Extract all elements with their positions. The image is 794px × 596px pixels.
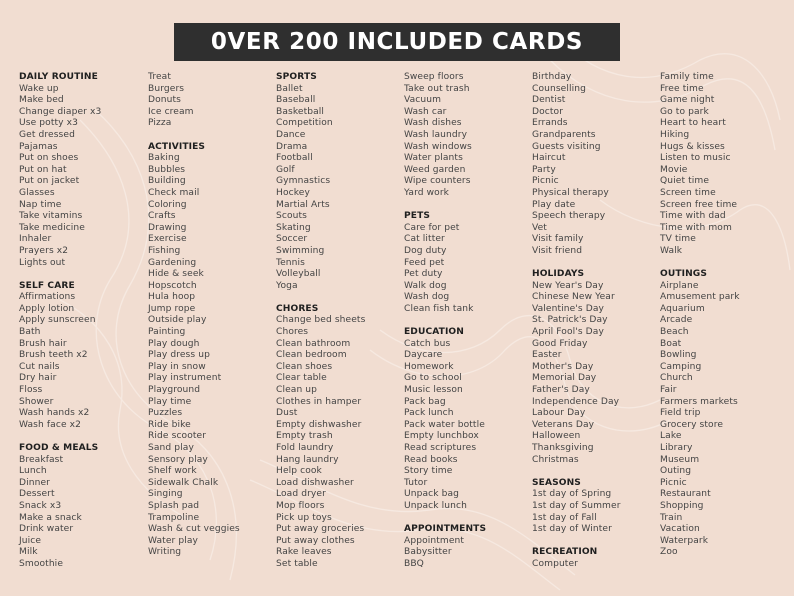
card-item: Scouts bbox=[276, 211, 308, 222]
card-item: Dentist bbox=[532, 95, 566, 106]
card-item: Building bbox=[148, 176, 186, 187]
card-item: Arcade bbox=[660, 315, 693, 326]
card-item: Breakfast bbox=[19, 454, 64, 465]
card-item: Take medicine bbox=[19, 222, 85, 233]
card-item: Trampoline bbox=[148, 512, 200, 523]
card-item: Quiet time bbox=[660, 176, 710, 187]
section-spacer bbox=[404, 513, 529, 525]
card-item: Play date bbox=[532, 199, 576, 210]
section-heading: SEASONS bbox=[532, 477, 581, 488]
card-column-1 bbox=[19, 72, 144, 571]
card-item: Hiking bbox=[660, 129, 690, 140]
card-item: Good Friday bbox=[532, 338, 588, 349]
card-item: Christmas bbox=[532, 454, 579, 465]
card-item: Use potty x3 bbox=[19, 118, 78, 129]
card-item: Donuts bbox=[148, 95, 181, 106]
card-item: Go to park bbox=[660, 106, 709, 117]
card-item: Fold laundry bbox=[276, 443, 334, 453]
card-item: Skating bbox=[276, 222, 311, 233]
card-item: Ice cream bbox=[148, 106, 194, 117]
card-item: Play dough bbox=[148, 338, 200, 349]
section-heading: OUTINGS bbox=[660, 269, 708, 280]
card-column-3 bbox=[276, 72, 401, 571]
card-item: Shower bbox=[19, 396, 54, 407]
card-item: Shelf work bbox=[148, 466, 197, 477]
card-item: Sidewalk Chalk bbox=[148, 477, 219, 488]
card-item: Clean bathroom bbox=[276, 338, 351, 349]
card-item: Competition bbox=[276, 118, 333, 129]
card-item: Doctor bbox=[532, 106, 564, 117]
card-item: Counselling bbox=[532, 83, 586, 94]
card-item: Picnic bbox=[660, 477, 687, 488]
card-item: Pet duty bbox=[404, 269, 443, 280]
card-item: Water plants bbox=[404, 153, 463, 164]
card-item: Make bed bbox=[19, 95, 64, 106]
card-item: Wake up bbox=[19, 83, 59, 94]
card-item: Crafts bbox=[148, 211, 176, 222]
card-item: Water play bbox=[148, 535, 199, 546]
card-item: Lights out bbox=[19, 257, 66, 268]
card-item: Jump rope bbox=[148, 303, 196, 314]
card-item: Camping bbox=[660, 361, 702, 372]
card-item: Computer bbox=[532, 558, 579, 569]
card-item: Make a snack bbox=[19, 512, 82, 523]
card-item: Waterpark bbox=[660, 535, 709, 546]
card-item: Empty lunchbox bbox=[404, 431, 479, 442]
card-item: Amusement park bbox=[660, 292, 740, 303]
section-heading: ACTIVITIES bbox=[148, 141, 206, 152]
card-item: Vet bbox=[532, 222, 547, 233]
card-item: Baking bbox=[148, 153, 180, 164]
card-item: Gardening bbox=[148, 257, 197, 268]
card-item: Memorial Day bbox=[532, 373, 597, 384]
card-item: Dust bbox=[276, 408, 298, 419]
card-item: Grandparents bbox=[532, 129, 596, 140]
card-item: Picnic bbox=[532, 176, 559, 187]
section-heading: EDUCATION bbox=[404, 327, 464, 338]
card-item: Dessert bbox=[19, 489, 55, 500]
card-item: Boat bbox=[660, 338, 682, 349]
card-item: Pajamas bbox=[19, 141, 58, 152]
card-item: Put on jacket bbox=[19, 176, 80, 187]
card-item: Dance bbox=[276, 129, 306, 140]
card-item: Independence Day bbox=[532, 396, 620, 407]
card-item: Wash laundry bbox=[404, 129, 468, 140]
card-item: Music lesson bbox=[404, 385, 463, 396]
card-item: Set table bbox=[276, 558, 318, 569]
card-item: Haircut bbox=[532, 153, 566, 164]
card-item: Church bbox=[660, 373, 693, 384]
card-item: Ballet bbox=[276, 83, 303, 94]
card-item: Halloween bbox=[532, 431, 581, 442]
card-item: TV time bbox=[660, 234, 696, 245]
card-item: Heart to heart bbox=[660, 118, 726, 129]
card-item: Bath bbox=[19, 327, 41, 338]
card-item: Wash & cut veggies bbox=[148, 524, 240, 535]
card-item: Airplane bbox=[660, 280, 699, 291]
title-banner bbox=[174, 23, 620, 61]
card-item: Clear table bbox=[276, 373, 327, 384]
card-item: 1st day of Spring bbox=[532, 489, 612, 500]
card-item: Golf bbox=[276, 164, 295, 175]
card-item: Smoothie bbox=[19, 558, 64, 569]
card-item: Drama bbox=[276, 141, 308, 152]
card-item: Time with dad bbox=[660, 211, 726, 222]
card-column-2 bbox=[148, 72, 273, 559]
card-item: Aquarium bbox=[660, 303, 705, 314]
card-item: Ride bike bbox=[148, 419, 191, 430]
card-item: Yoga bbox=[276, 280, 298, 291]
card-item: Fishing bbox=[148, 245, 181, 256]
card-item: Babysitter bbox=[404, 547, 452, 558]
card-item: Vacation bbox=[660, 524, 700, 535]
card-item: Go to school bbox=[404, 373, 462, 384]
section-spacer bbox=[404, 200, 529, 212]
card-item: Clean up bbox=[276, 385, 318, 396]
card-item: Family time bbox=[660, 72, 714, 82]
card-item: New Year's Day bbox=[532, 280, 604, 291]
card-item: Ride scooter bbox=[148, 431, 207, 442]
card-item: Empty trash bbox=[276, 431, 333, 442]
section-spacer bbox=[532, 536, 657, 548]
section-heading: DAILY ROUTINE bbox=[19, 72, 98, 82]
card-item: Drawing bbox=[148, 222, 187, 233]
card-item: Pack lunch bbox=[404, 408, 454, 419]
card-item: 1st day of Summer bbox=[532, 500, 621, 511]
card-item: Read books bbox=[404, 454, 458, 465]
card-item: Take out trash bbox=[404, 83, 470, 94]
card-item: Train bbox=[660, 512, 683, 523]
card-item: Walk bbox=[660, 245, 683, 256]
card-item: Valentine's Day bbox=[532, 303, 605, 314]
card-item: Hang laundry bbox=[276, 454, 339, 465]
card-item: Exercise bbox=[148, 234, 187, 245]
card-item: Feed pet bbox=[404, 257, 445, 268]
card-item: Burgers bbox=[148, 83, 185, 94]
card-item: Hula hoop bbox=[148, 292, 196, 303]
card-item: Walk dog bbox=[404, 280, 447, 291]
card-item: Speech therapy bbox=[532, 211, 606, 222]
card-item: Wash face x2 bbox=[19, 419, 82, 430]
card-item: Screen time bbox=[660, 187, 716, 198]
card-item: Tennis bbox=[276, 257, 305, 268]
card-item: Play instrument bbox=[148, 373, 222, 384]
card-item: Prayers x2 bbox=[19, 245, 69, 256]
card-item: Wash dog bbox=[404, 292, 450, 303]
card-item: Unpack lunch bbox=[404, 500, 467, 511]
card-item: Pick up toys bbox=[276, 512, 332, 523]
card-item: April Fool's Day bbox=[532, 327, 604, 338]
card-item: Drink water bbox=[19, 524, 74, 535]
card-item: Museum bbox=[660, 454, 700, 465]
card-item: Swimming bbox=[276, 245, 325, 256]
section-spacer bbox=[532, 258, 657, 270]
card-item: Wipe counters bbox=[404, 176, 471, 187]
card-item: Fair bbox=[660, 385, 677, 396]
section-heading: PETS bbox=[404, 211, 431, 222]
card-item: Gymnastics bbox=[276, 176, 331, 187]
card-item: Guests visiting bbox=[532, 141, 601, 152]
card-item: BBQ bbox=[404, 558, 424, 569]
card-item: Play in snow bbox=[148, 361, 206, 372]
card-item: Treat bbox=[148, 72, 171, 82]
card-item: Clothes in hamper bbox=[276, 396, 362, 407]
card-item: Wash dishes bbox=[404, 118, 462, 129]
card-item: Sensory play bbox=[148, 454, 208, 465]
card-item: Load dryer bbox=[276, 489, 326, 500]
card-item: Dry hair bbox=[19, 373, 57, 384]
card-item: Apply sunscreen bbox=[19, 315, 96, 326]
card-item: Clean shoes bbox=[276, 361, 333, 372]
card-item: Writing bbox=[148, 547, 182, 558]
card-item: Basketball bbox=[276, 106, 325, 117]
card-column-5 bbox=[532, 72, 657, 571]
card-item: Mother's Day bbox=[532, 361, 594, 372]
card-item: Help cook bbox=[276, 466, 322, 477]
card-item: Hopscotch bbox=[148, 280, 197, 291]
card-item: Homework bbox=[404, 361, 454, 372]
card-item: Care for pet bbox=[404, 222, 460, 233]
card-item: Unpack bag bbox=[404, 489, 460, 500]
card-item: Errands bbox=[532, 118, 568, 129]
card-column-6 bbox=[660, 72, 785, 559]
card-item: Splash pad bbox=[148, 500, 200, 511]
card-item: Pack water bottle bbox=[404, 419, 485, 430]
card-item: Birthday bbox=[532, 72, 572, 82]
card-item: Veterans Day bbox=[532, 419, 595, 430]
card-item: Weed garden bbox=[404, 164, 466, 175]
card-item: Check mail bbox=[148, 187, 200, 198]
card-item: Hugs & kisses bbox=[660, 141, 725, 152]
card-item: Easter bbox=[532, 350, 562, 361]
card-item: Rake leaves bbox=[276, 547, 332, 558]
card-item: Martial Arts bbox=[276, 199, 330, 210]
card-item: Change bed sheets bbox=[276, 315, 366, 326]
card-item: Chores bbox=[276, 327, 309, 338]
card-item: Play dress up bbox=[148, 350, 210, 361]
card-item: Cat litter bbox=[404, 234, 445, 245]
card-item: Snack x3 bbox=[19, 500, 62, 511]
card-item: Wash car bbox=[404, 106, 447, 117]
section-heading: RECREATION bbox=[532, 547, 598, 558]
card-item: Put on shoes bbox=[19, 153, 79, 164]
card-item: Outing bbox=[660, 466, 692, 477]
card-item: Brush teeth x2 bbox=[19, 350, 88, 361]
card-item: Apply lotion bbox=[19, 303, 75, 314]
section-spacer bbox=[19, 431, 144, 443]
card-item: Dog duty bbox=[404, 245, 447, 256]
card-item: Change diaper x3 bbox=[19, 106, 102, 117]
card-item: Clean fish tank bbox=[404, 303, 474, 314]
card-item: Floss bbox=[19, 385, 43, 396]
card-item: Visit friend bbox=[532, 245, 583, 256]
card-item: Lake bbox=[660, 431, 682, 442]
card-item: Pack bag bbox=[404, 396, 446, 407]
card-item: Glasses bbox=[19, 187, 55, 198]
card-item: Pizza bbox=[148, 118, 172, 129]
card-item: Lunch bbox=[19, 466, 47, 477]
card-column-4 bbox=[404, 72, 529, 571]
card-item: Screen free time bbox=[660, 199, 738, 210]
card-item: Empty dishwasher bbox=[276, 419, 362, 430]
card-item: Listen to music bbox=[660, 153, 731, 164]
section-heading: APPOINTMENTS bbox=[404, 524, 487, 535]
card-item: Affirmations bbox=[19, 292, 76, 303]
section-spacer bbox=[148, 130, 273, 142]
card-item: Tutor bbox=[404, 477, 428, 488]
card-item: Take vitamins bbox=[19, 211, 83, 222]
card-item: Yard work bbox=[404, 187, 450, 198]
card-item: Put on hat bbox=[19, 164, 67, 175]
card-item: Beach bbox=[660, 327, 689, 338]
card-item: Catch bus bbox=[404, 338, 451, 349]
card-item: Soccer bbox=[276, 234, 308, 245]
card-item: Inhaler bbox=[19, 234, 52, 245]
card-item: Shopping bbox=[660, 500, 704, 511]
card-item: Vacuum bbox=[404, 95, 442, 106]
card-item: Get dressed bbox=[19, 129, 75, 140]
card-item: Coloring bbox=[148, 199, 187, 210]
card-item: Singing bbox=[148, 489, 183, 500]
section-spacer bbox=[19, 269, 144, 281]
card-item: Hockey bbox=[276, 187, 310, 198]
card-item: Zoo bbox=[660, 547, 678, 558]
card-item: Outside play bbox=[148, 315, 207, 326]
card-item: St. Patrick's Day bbox=[532, 315, 608, 326]
section-heading: CHORES bbox=[276, 303, 319, 314]
card-item: Wash windows bbox=[404, 141, 472, 152]
section-spacer bbox=[404, 315, 529, 327]
card-item: Brush hair bbox=[19, 338, 67, 349]
card-item: Playground bbox=[148, 385, 201, 396]
card-item: Wash hands x2 bbox=[19, 408, 90, 419]
card-item: Appointment bbox=[404, 535, 465, 546]
section-heading: HOLIDAYS bbox=[532, 269, 585, 280]
card-item: Physical therapy bbox=[532, 187, 609, 198]
card-item: Library bbox=[660, 443, 693, 453]
card-item: Load dishwasher bbox=[276, 477, 354, 488]
card-item: Hide & seek bbox=[148, 269, 204, 280]
section-heading: FOOD & MEALS bbox=[19, 443, 99, 453]
card-item: Daycare bbox=[404, 350, 443, 361]
card-item: Put away clothes bbox=[276, 535, 355, 546]
card-item: Bowling bbox=[660, 350, 697, 361]
card-item: Sand play bbox=[148, 443, 194, 453]
page-title: 0VER 200 INCLUDED CARDS bbox=[210, 29, 584, 55]
section-heading: SPORTS bbox=[276, 72, 317, 82]
card-item: Cut nails bbox=[19, 361, 60, 372]
card-item: Nap time bbox=[19, 199, 62, 210]
card-item: Visit family bbox=[532, 234, 584, 245]
section-heading: SELF CARE bbox=[19, 280, 75, 291]
card-item: Bubbles bbox=[148, 164, 186, 175]
card-item: Milk bbox=[19, 547, 38, 558]
card-item: Football bbox=[276, 153, 313, 164]
card-item: Labour Day bbox=[532, 408, 586, 419]
card-item: Chinese New Year bbox=[532, 292, 615, 303]
card-item: Play time bbox=[148, 396, 192, 407]
section-spacer bbox=[660, 258, 785, 270]
card-item: 1st day of Winter bbox=[532, 524, 612, 535]
card-item: Painting bbox=[148, 327, 186, 338]
card-item: Clean bedroom bbox=[276, 350, 347, 361]
card-item: Story time bbox=[404, 466, 453, 477]
card-item: Put away groceries bbox=[276, 524, 365, 535]
card-item: Field trip bbox=[660, 408, 701, 419]
card-item: Thanksgiving bbox=[532, 443, 594, 453]
card-item: Puzzles bbox=[148, 408, 183, 419]
card-item: Father's Day bbox=[532, 385, 590, 396]
card-item: Baseball bbox=[276, 95, 316, 106]
card-item: Dinner bbox=[19, 477, 50, 488]
card-item: Read scriptures bbox=[404, 443, 477, 453]
card-item: Farmers markets bbox=[660, 396, 738, 407]
section-spacer bbox=[532, 466, 657, 478]
card-item: Party bbox=[532, 164, 556, 175]
section-spacer bbox=[276, 292, 401, 304]
card-item: Mop floors bbox=[276, 500, 325, 511]
card-item: Time with mom bbox=[660, 222, 732, 233]
card-item: Sweep floors bbox=[404, 72, 464, 82]
card-item: Restaurant bbox=[660, 489, 711, 500]
card-item: Game night bbox=[660, 95, 715, 106]
card-item: Juice bbox=[19, 535, 42, 546]
card-item: Free time bbox=[660, 83, 704, 94]
card-item: 1st day of Fall bbox=[532, 512, 597, 523]
card-item: Volleyball bbox=[276, 269, 321, 280]
card-item: Movie bbox=[660, 164, 688, 175]
card-item: Grocery store bbox=[660, 419, 724, 430]
